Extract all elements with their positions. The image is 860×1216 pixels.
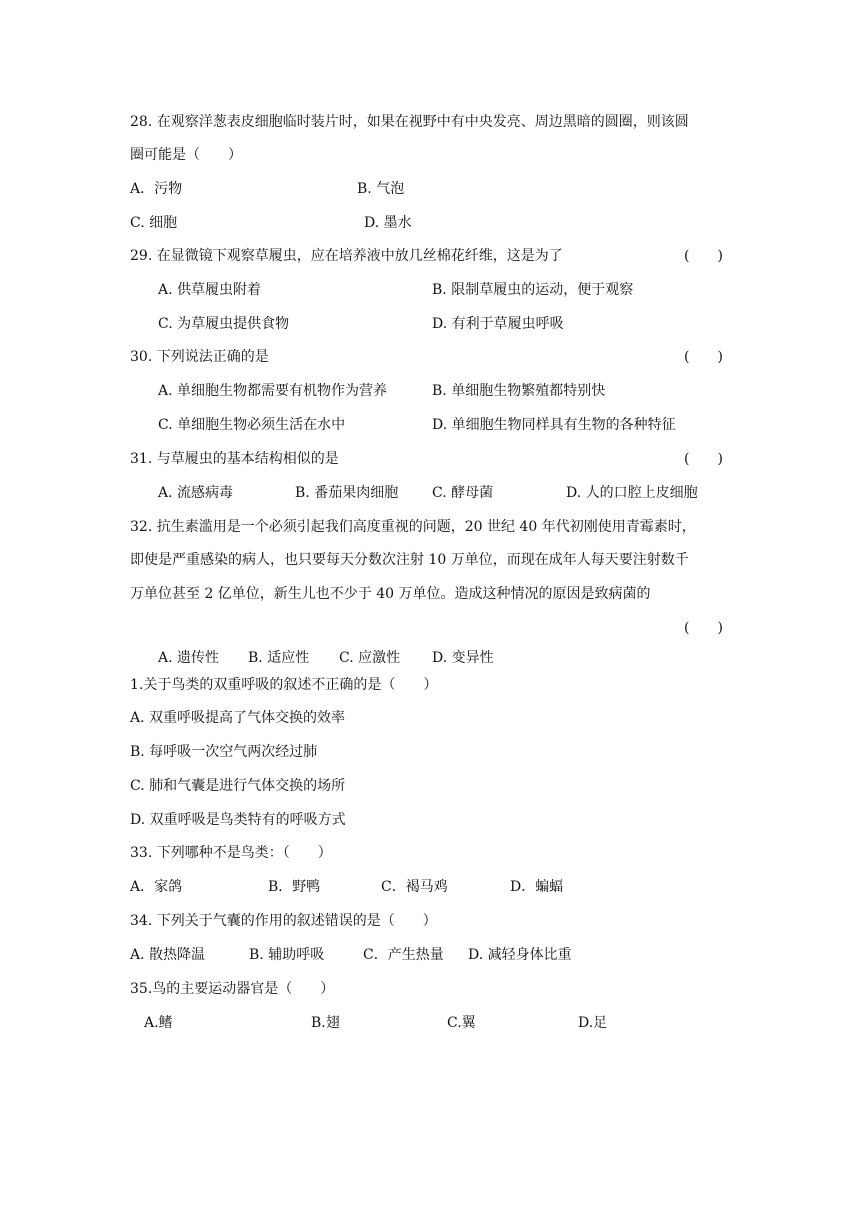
- q29-option-d: D. 有利于草履虫呼吸: [432, 316, 564, 332]
- q29-option-c: C. 为草履虫提供食物: [158, 316, 290, 332]
- q28-option-d: D. 墨水: [364, 215, 412, 231]
- q30-option-a: A. 单细胞生物都需要有机物作为营养: [158, 383, 388, 399]
- q35-option-b: B.翅: [311, 1015, 340, 1031]
- q30-stem: 30. 下列说法正确的是: [130, 349, 269, 365]
- q28-stem-line2: 圈可能是（ ）: [130, 147, 242, 163]
- q34-option-a: A. 散热降温: [130, 947, 206, 963]
- q30-option-d: D. 单细胞生物同样具有生物的各种特征: [432, 417, 676, 433]
- q32-option-a: A. 遗传性: [158, 650, 220, 666]
- q28-stem-line1: 28. 在观察洋葱表皮细胞临时装片时，如果在视野中有中央发亮、周边黑暗的圆圈，则该圆: [130, 114, 689, 130]
- q29-option-a: A. 供草履虫附着: [158, 282, 262, 298]
- q33-option-c: C．褐马鸡: [381, 879, 448, 895]
- q31-option-b: B. 番茄果肉细胞: [295, 485, 399, 501]
- q1-option-b: B. 每呼吸一次空气两次经过肺: [130, 744, 318, 760]
- q32-stem-line3: 万单位甚至 2 亿单位，新生儿也不少于 40 万单位。造成这种情况的原因是致病菌的: [130, 586, 651, 602]
- q32-option-d: D. 变异性: [432, 650, 494, 666]
- q28-option-a: A．污物: [130, 181, 183, 197]
- q28-option-c: C. 细胞: [130, 215, 178, 231]
- q34-stem: 34. 下列关于气囊的作用的叙述错误的是（ ）: [130, 913, 437, 929]
- q1-stem: 1.关于鸟类的双重呼吸的叙述不正确的是（ ）: [130, 677, 438, 693]
- q33-stem: 33. 下列哪种不是鸟类：（ ）: [130, 845, 332, 861]
- q1-option-a: A. 双重呼吸提高了气体交换的效率: [130, 710, 346, 726]
- q1-option-d: D. 双重呼吸是鸟类特有的呼吸方式: [130, 812, 346, 828]
- q29-stem: 29. 在显微镜下观察草履虫，应在培养液中放几丝棉花纤维，这是为了: [130, 248, 563, 264]
- q32-answer-paren: ( ): [684, 620, 723, 636]
- q31-stem: 31. 与草履虫的基本结构相似的是: [130, 451, 339, 467]
- q32-option-c: C. 应激性: [339, 650, 401, 666]
- q30-option-b: B. 单细胞生物繁殖都特别快: [432, 383, 606, 399]
- q34-option-d: D. 减轻身体比重: [468, 947, 572, 963]
- q33-option-d: D．蝙蝠: [510, 879, 564, 895]
- q35-option-c: C.翼: [447, 1015, 476, 1031]
- q30-answer-paren: ( ): [684, 349, 723, 365]
- q33-option-b: B．野鸭: [268, 879, 321, 895]
- q30-option-c: C. 单细胞生物必须生活在水中: [158, 417, 346, 433]
- q31-option-d: D. 人的口腔上皮细胞: [566, 485, 698, 501]
- q29-answer-paren: ( ): [684, 248, 723, 264]
- q34-option-b: B. 辅助呼吸: [249, 947, 325, 963]
- q29-option-b: B. 限制草履虫的运动，便于观察: [432, 282, 634, 298]
- q32-stem-line2: 即使是严重感染的病人，也只要每天分数次注射 10 万单位，而现在成年人每天要注射数千: [130, 552, 689, 568]
- q32-stem-line1: 32. 抗生素滥用是一个必须引起我们高度重视的问题，20 世纪 40 年代初刚使用青霉素时，: [130, 519, 696, 535]
- q35-stem: 35.鸟的主要运动器官是（ ）: [130, 981, 335, 997]
- q35-option-d: D.足: [578, 1015, 608, 1031]
- q33-option-a: A．家鸽: [130, 879, 183, 895]
- q31-option-c: C. 酵母菌: [432, 485, 494, 501]
- q32-option-b: B. 适应性: [248, 650, 310, 666]
- q34-option-c: C．产生热量: [363, 947, 444, 963]
- q31-option-a: A. 流感病毒: [158, 485, 234, 501]
- q28-option-b: B. 气泡: [357, 181, 405, 197]
- q35-option-a: A.鳍: [144, 1015, 173, 1031]
- q1-option-c: C. 肺和气囊是进行气体交换的场所: [130, 778, 346, 794]
- q31-answer-paren: ( ): [684, 451, 723, 467]
